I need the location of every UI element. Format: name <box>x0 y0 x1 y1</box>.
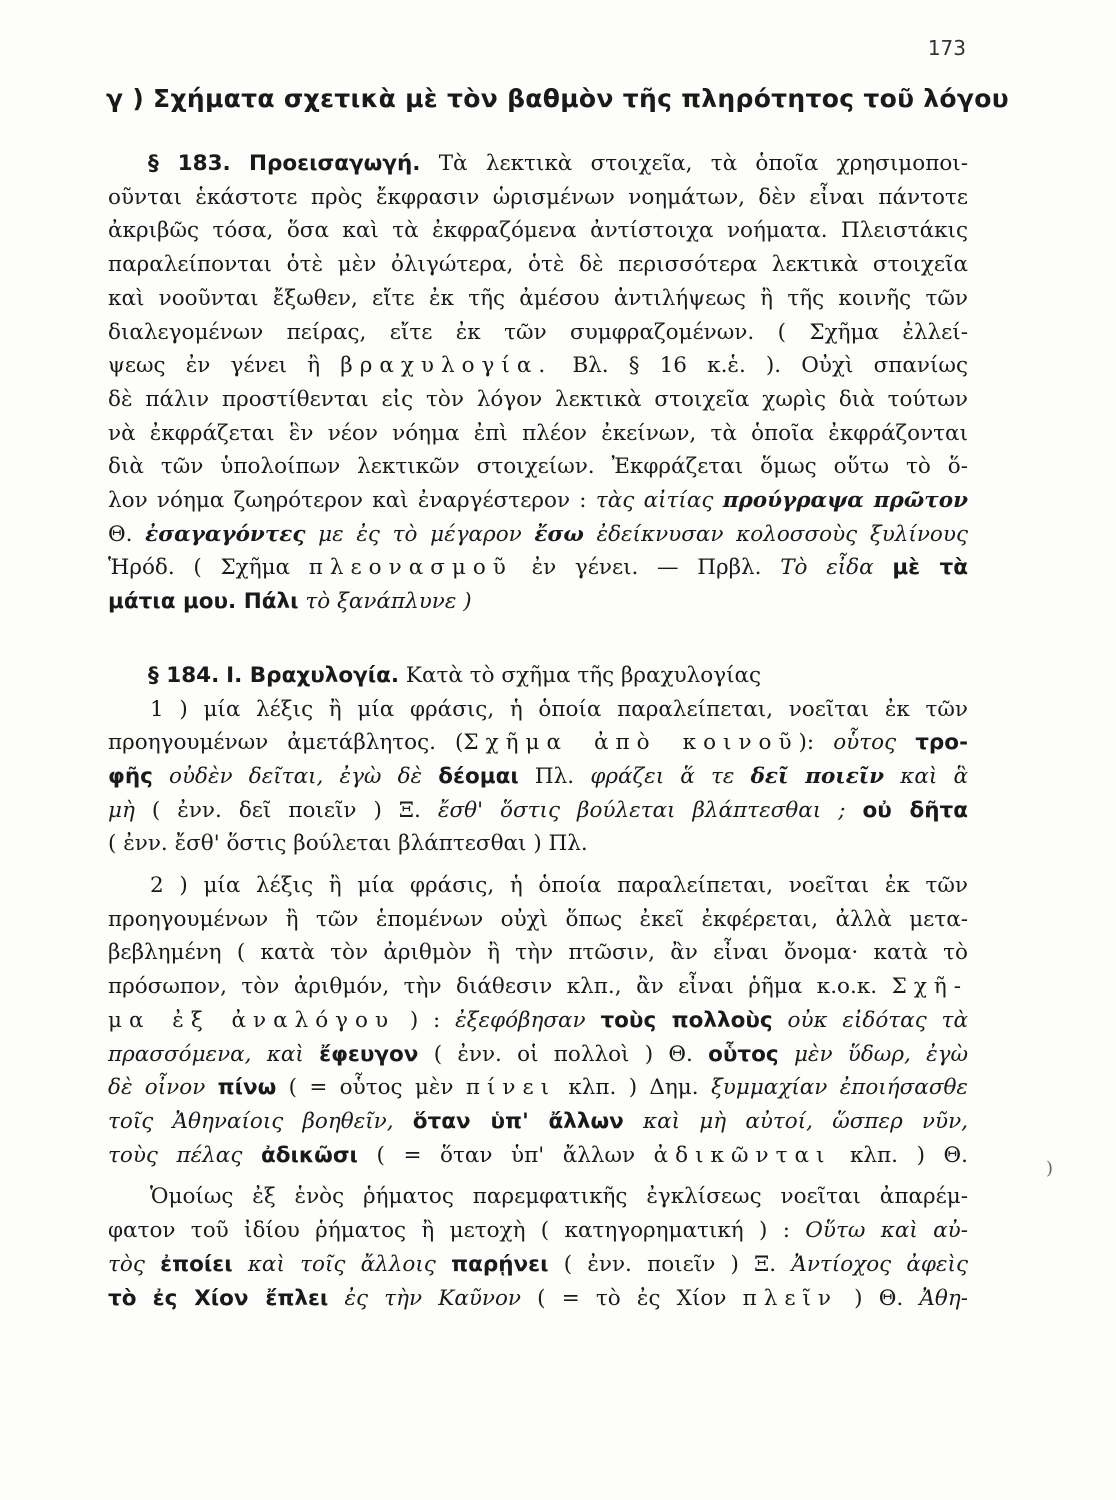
italic-run: τὸ ξανάπλυνε ) <box>305 589 472 615</box>
italic-run: τὸς <box>108 1251 145 1277</box>
bold-run: φῆς <box>108 763 153 789</box>
text-line: δὲ πάλιν προστίθενται εἰς τὸν λόγον λεκτικὰ στοιχεῖα χωρὶς διὰ τούτων <box>108 386 968 412</box>
bold-run: ἐποίει <box>160 1251 233 1277</box>
text-run: ( = ὅταν ὑπ' ἄλλων <box>376 1142 636 1168</box>
bold-run: ὅταν ὑπ' ἄλλων <box>412 1108 624 1134</box>
spaced-term: πλεονασμοῦ <box>308 555 513 581</box>
italic-run: καὶ τοῖς ἄλλοις <box>247 1251 436 1277</box>
text-line <box>108 659 968 693</box>
text-run: Ἡρόδ. ( Σχῆμα <box>108 555 291 581</box>
text-line <box>108 794 968 828</box>
spaced-term: μα ἐξ ἀναλόγου <box>108 1007 396 1033</box>
text-line: διὰ τῶν ὑπολοίπων λεκτικῶν στοιχείων. Ἐκφράζεται ὅμως οὕτω τὸ ὅ- <box>108 454 968 480</box>
italic-run: ξυμμαχίαν ἐποιήσασθε <box>710 1075 968 1101</box>
italic-run: τοὺς πέλας <box>108 1142 243 1168</box>
text-run: ἐν γένει. — Πρβλ. <box>531 555 762 581</box>
text-run: Βλ. § 16 κ.ἑ. ). Οὐχὶ σπανίως <box>572 353 968 379</box>
text-run: Θ. <box>108 521 133 547</box>
text-line <box>108 1282 968 1316</box>
bold-run: ἔφευγον <box>319 1041 419 1067</box>
text-line: ( ἐνν. ἔσθ' ὅστις βούλεται βλάπτεσθαι ) Πλ. <box>108 831 588 857</box>
text-line <box>108 726 968 760</box>
text-run: φατον τοῦ ἰδίου ῥήματος ἢ μετοχὴ ( κατηγορηματική ) : <box>108 1218 790 1244</box>
text-run: ( = τὸ ἐς Χίον <box>537 1285 727 1311</box>
text-line <box>108 1105 968 1139</box>
italic-run: μὴ <box>108 797 135 823</box>
text-run: κλπ. ) Δημ. <box>568 1075 699 1101</box>
bold-run: τοὺς πολλοὺς <box>600 1007 773 1033</box>
italic-run: καὶ μὴ αὐτοί, ὥσπερ νῦν, <box>643 1108 968 1134</box>
italic-run: ἔσθ' ὅστις βούλεται βλάπτεσθαι ; <box>437 797 846 823</box>
bold-italic-run: ἔσω <box>534 521 584 547</box>
italic-run: μὲν ὕδωρ, ἐγὼ <box>793 1041 968 1067</box>
text-run: ( ἐνν. οἱ πολλοὶ ) Θ. <box>433 1041 693 1067</box>
text-run: Πλ. <box>534 763 575 789</box>
bold-run: ἀδικῶσι <box>260 1142 358 1168</box>
text-run: 2 ) μία λέξις ἢ μία φράσις, ἡ ὁποία παραλείπεται, νοεῖται ἐκ τῶν <box>150 873 968 899</box>
bold-italic-run: ἐσαγαγόντες <box>145 521 306 547</box>
bold-italic-run: δεῖ ποιεῖν <box>750 763 885 789</box>
text-run: ) Θ. <box>854 1285 904 1311</box>
text-line <box>108 1038 968 1072</box>
text-run: ): <box>798 730 815 756</box>
text-run: κλπ. ) Θ. <box>849 1142 968 1168</box>
text-line <box>108 1071 968 1105</box>
text-line <box>108 1248 968 1282</box>
paragraph-184-intro <box>108 659 968 693</box>
italic-run: δὲ οἶνον <box>108 1075 206 1101</box>
italic-run: ἐς τὴν Καῦνον <box>344 1285 521 1311</box>
text-run: ) : <box>409 1007 441 1033</box>
bold-run: οὗτος <box>708 1041 779 1067</box>
text-line <box>108 970 968 1004</box>
text-run: λον νόημα ζωηρότερον καὶ ἐναργέστερον : <box>108 488 587 514</box>
paragraph-184-point-1 <box>108 693 968 862</box>
text-line <box>108 518 968 552</box>
italic-run: οὐδὲν δεῖται, ἐγὼ δὲ <box>169 763 423 789</box>
italic-run: οὗτος <box>833 730 897 756</box>
italic-run: καὶ ἃ <box>900 763 968 789</box>
text-line: ἀκριβῶς τόσα, ὅσα καὶ τὰ ἐκφραζόμενα ἀντίστοιχα νοήματα. Πλειστάκις <box>108 218 968 244</box>
section-heading: γ ) Σχήματα σχετικὰ μὲ τὸν βαθμὸν τῆς πληρότητος τοῦ λόγου <box>106 84 1009 113</box>
text-run: ψεως ἐν γένει ἢ <box>108 353 321 379</box>
italic-run: Ἀθη- <box>919 1285 968 1311</box>
spaced-term: ἀδικῶνται <box>653 1142 832 1168</box>
italic-run: ἐδείκνυσαν κολοσσοὺς ξυλίνους <box>596 521 968 547</box>
text-run: 1 ) μία λέξις ἢ μία φράσις, ἡ ὁποία παραλείπεται, νοεῖται ἐκ τῶν <box>150 696 968 722</box>
italic-run: Οὕτω καὶ αὐ- <box>805 1218 968 1244</box>
text-line: καὶ νοοῦνται ἔξωθεν, εἴτε ἐκ τῆς ἀμέσου ἀντιλήψεως ἢ τῆς κοινῆς τῶν <box>108 285 968 311</box>
text-line: οῦνται ἑκάστοτε πρὸς ἔκφρασιν ὡρισμένων νοημάτων, δὲν εἶναι πάντοτε <box>108 184 968 210</box>
text-line: διαλεγομένων πείρας, εἴτε ἐκ τῶν συμφραζομένων. ( Σχῆμα ἐλλεί- <box>108 319 968 345</box>
text-line <box>108 693 968 727</box>
bold-run: παρῄνει <box>451 1251 549 1277</box>
text-run: προηγουμένων ἀμετάβλητος. ( <box>108 730 464 756</box>
text-line <box>108 1180 968 1214</box>
spaced-term: πίνει <box>465 1075 557 1101</box>
section-number: § 183. <box>148 151 231 176</box>
text-run: ( ἐνν. ποιεῖν ) Ξ. <box>563 1251 777 1277</box>
text-line <box>108 585 968 619</box>
text-line <box>108 551 968 585</box>
spaced-term: Σχῆμα ἀπὸ κοινοῦ <box>463 730 799 756</box>
paragraph-184-point-2 <box>108 869 968 1172</box>
text-line <box>108 760 968 794</box>
page-number: 173 <box>927 36 966 60</box>
text-run: ( = οὗτος μὲν <box>288 1075 454 1101</box>
page-body <box>106 84 1009 1315</box>
italic-run: τὰς αἰτίας <box>595 488 714 514</box>
text-line: προηγουμένων ἢ τῶν ἑπομένων οὐχὶ ὅπως ἐκεῖ ἐκφέρεται, ἀλλὰ μετα- <box>108 906 968 932</box>
bold-run: πίνω <box>217 1075 277 1101</box>
text-line <box>108 484 968 518</box>
bold-run: μάτια μου. Πάλι <box>108 589 299 615</box>
italic-run: οὐκ εἰδότας τὰ <box>787 1007 968 1033</box>
text-line <box>108 147 968 181</box>
text-line: βεβλημένη ( κατὰ τὸν ἀριθμὸν ἢ τὴν πτῶσιν, ἂν εἶναι ὄνομα· κατὰ τὸ <box>108 940 968 966</box>
text-line <box>108 869 968 903</box>
bold-run: ἐς Χίον ἔπλει <box>152 1285 329 1311</box>
text-run: Ὁμοίως ἐξ ἑνὸς ῥήματος παρεμφατικῆς ἐγκλίσεως νοεῖται ἀπαρέμ- <box>150 1184 968 1210</box>
bold-run: δέομαι <box>438 763 519 789</box>
italic-run: Τὸ εἶδα <box>780 555 874 581</box>
italic-run: Ἀντίοχος ἀφεὶς <box>791 1251 968 1277</box>
italic-run: πρασσόμενα, καὶ <box>108 1041 304 1067</box>
text-run: Τὰ λεκτικὰ στοιχεῖα, τὰ ὁποῖα χρησιμοποι- <box>438 151 968 176</box>
paragraph-183 <box>108 147 968 619</box>
section-number: § 184. <box>148 662 220 688</box>
spaced-term: βραχυλογία. <box>340 353 553 379</box>
bold-run: μὲ τὰ <box>892 555 968 581</box>
text-line: νὰ ἐκφράζεται ἓν νέον νόημα ἐπὶ πλέον ἐκείνων, τὰ ὁποῖα ἐκφράζονται <box>108 420 968 446</box>
italic-run: με ἐς τὸ μέγαρον <box>318 521 522 547</box>
spaced-term: Σχῆ- <box>891 974 968 1000</box>
text-run: πρόσωπον, τὸν ἀριθμόν, τὴν διάθεσιν κλπ., ἂν εἶναι ῥῆμα κ.ο.κ. <box>108 974 878 1000</box>
italic-run: τοῖς Ἀθηναίοις βοηθεῖν, <box>108 1108 394 1134</box>
paragraph-184-point-3 <box>108 1180 968 1315</box>
spaced-term: πλεῖν <box>742 1285 838 1311</box>
bold-run: οὐ δῆτα <box>862 797 969 823</box>
section-title: Προεισαγωγή. <box>248 151 421 176</box>
italic-run: ἐξεφόβησαν <box>455 1007 586 1033</box>
bold-run: τρο- <box>915 730 968 756</box>
text-line <box>108 1139 968 1173</box>
text-line <box>108 1214 968 1248</box>
text-line <box>108 1004 968 1038</box>
margin-mark: ) <box>1046 1158 1054 1179</box>
text-run: Κατὰ τὸ σχῆμα τῆς βραχυλογίας <box>405 662 762 688</box>
section-title: Ι. Βραχυλογία. <box>226 662 400 688</box>
bold-italic-run: προύγραψα πρῶτον <box>722 488 969 514</box>
text-line: παραλείπονται ὁτὲ μὲν ὀλιγώτερα, ὁτὲ δὲ περισσότερα λεκτικὰ στοιχεῖα <box>108 252 968 278</box>
text-run: ( ἐνν. δεῖ ποιεῖν ) Ξ. <box>151 797 421 823</box>
italic-run: φράζει ἅ τε <box>590 763 735 789</box>
bold-run: τὸ <box>108 1285 137 1311</box>
text-line <box>108 349 968 383</box>
